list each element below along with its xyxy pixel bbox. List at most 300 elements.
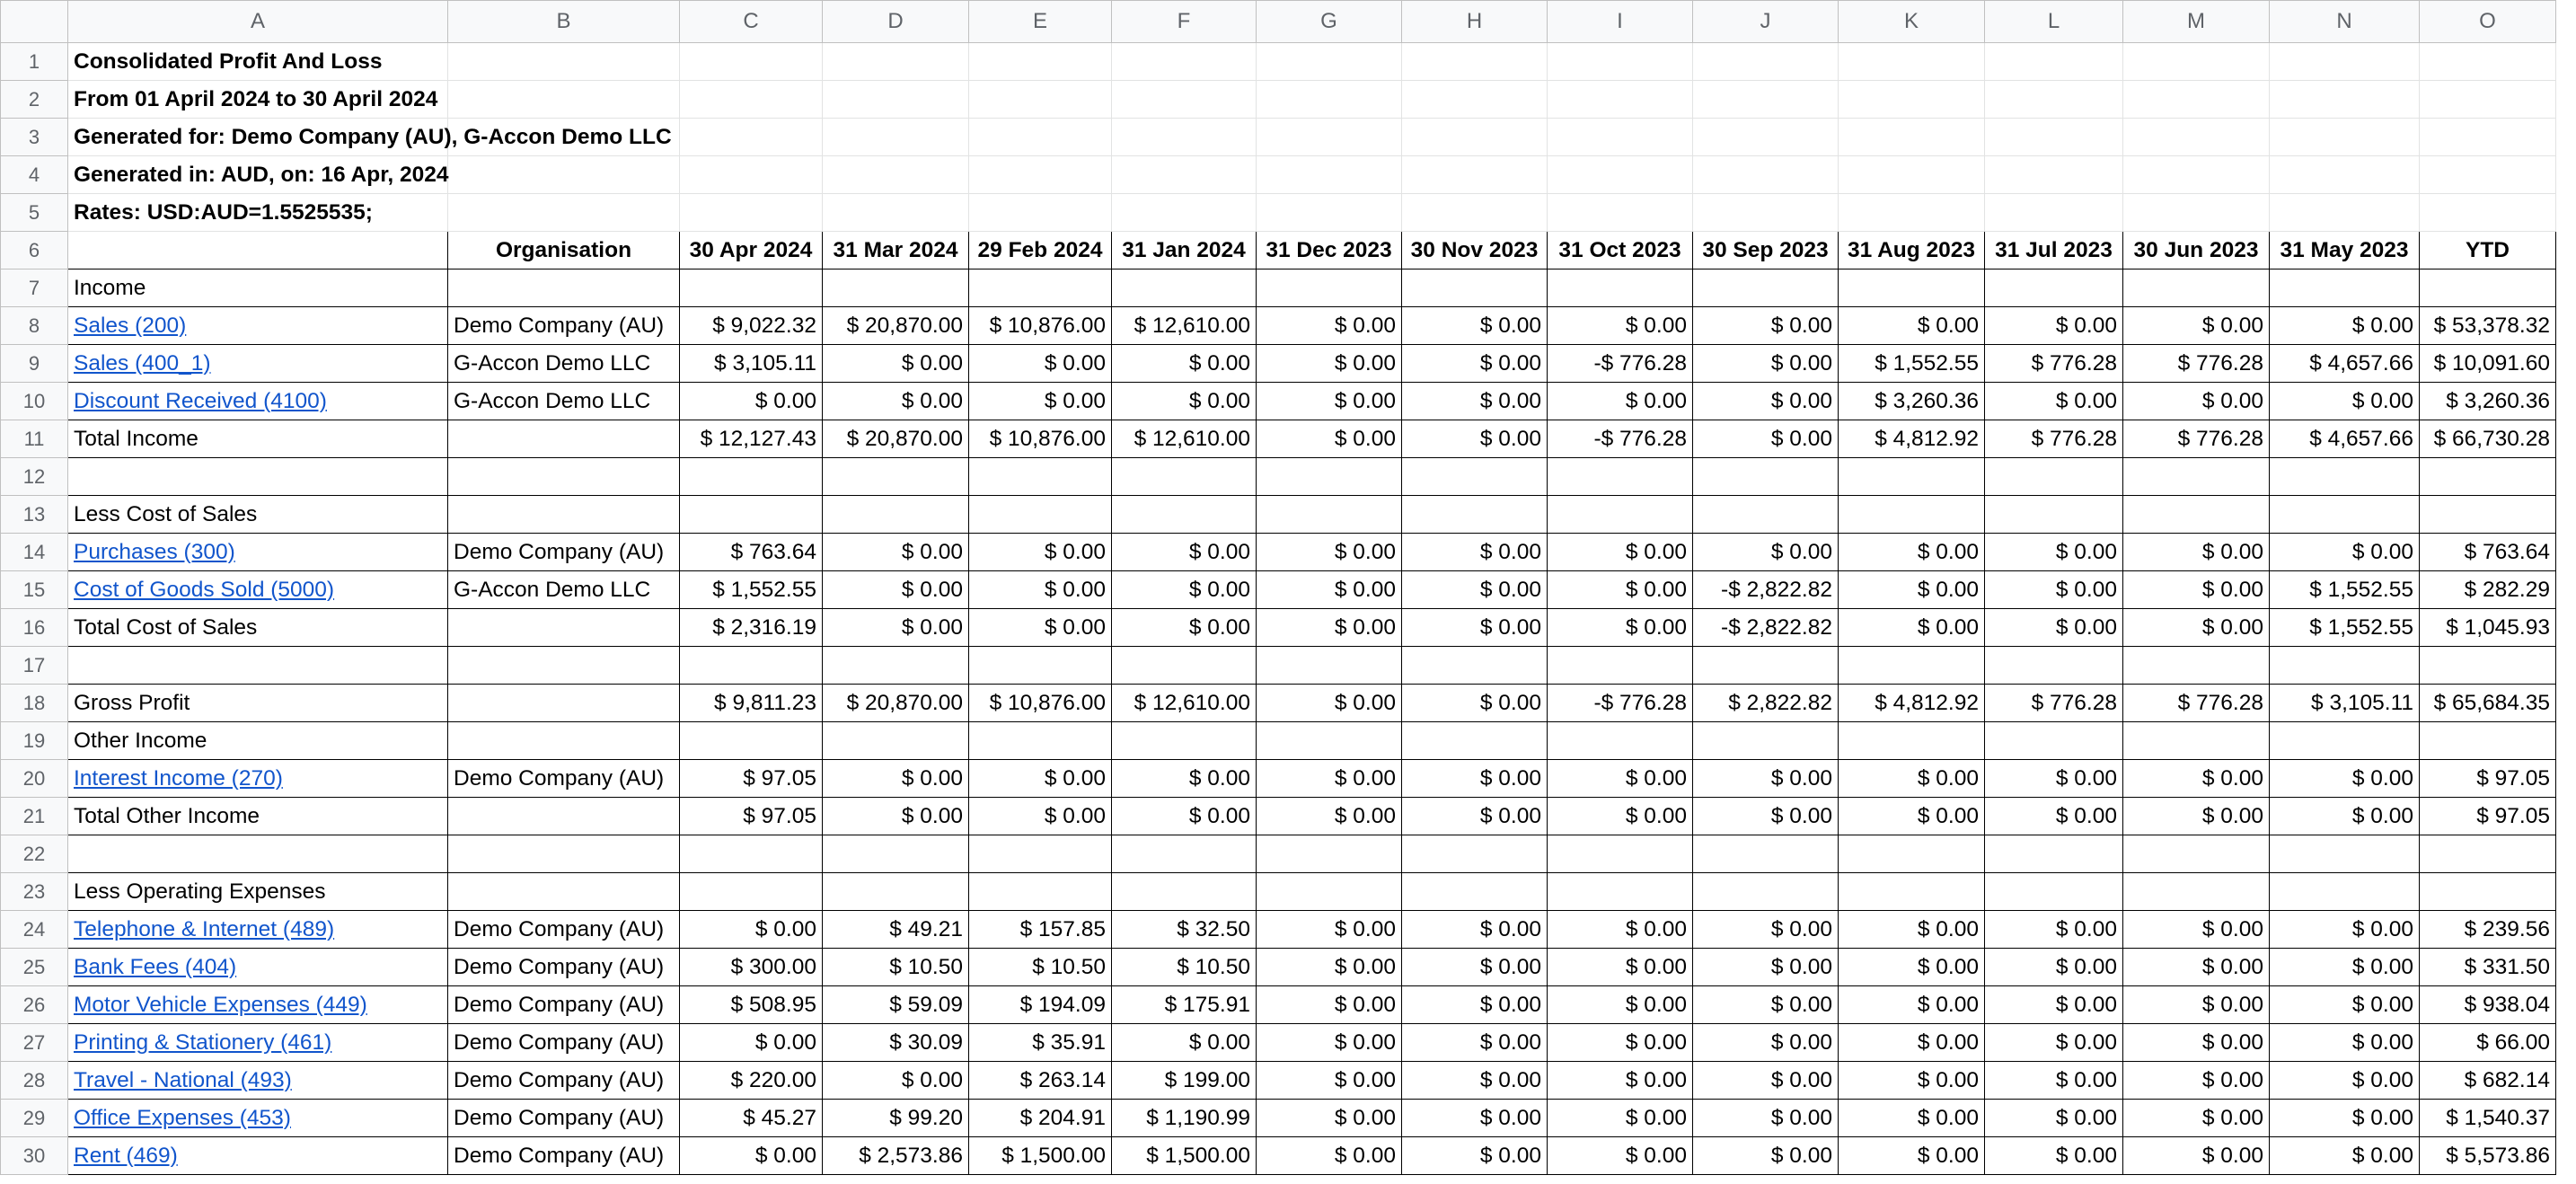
cell-o17[interactable] — [2420, 647, 2556, 685]
cell-m3[interactable] — [2123, 119, 2270, 156]
cell-f12[interactable] — [1112, 458, 1257, 496]
cell-c10[interactable]: $ 0.00 — [680, 383, 823, 420]
cell-h30[interactable]: $ 0.00 — [1402, 1137, 1548, 1175]
cell-m8[interactable]: $ 0.00 — [2123, 307, 2270, 345]
cell-c2[interactable] — [680, 81, 823, 119]
row-header-7[interactable]: 7 — [1, 269, 68, 307]
cell-o19[interactable] — [2420, 722, 2556, 760]
cell-m9[interactable]: $ 776.28 — [2123, 345, 2270, 383]
cell-c28[interactable]: $ 220.00 — [680, 1062, 823, 1100]
cell-e15[interactable]: $ 0.00 — [969, 571, 1112, 609]
cell-i1[interactable] — [1548, 43, 1693, 81]
cell-a11[interactable]: Total Income — [68, 420, 448, 458]
cell-j25[interactable]: $ 0.00 — [1693, 949, 1839, 986]
cell-h19[interactable] — [1402, 722, 1548, 760]
row-header-23[interactable]: 23 — [1, 873, 68, 911]
cell-m4[interactable] — [2123, 156, 2270, 194]
cell-j15[interactable]: -$ 2,822.82 — [1693, 571, 1839, 609]
cell-l15[interactable]: $ 0.00 — [1985, 571, 2123, 609]
cell-j13[interactable] — [1693, 496, 1839, 534]
cell-k11[interactable]: $ 4,812.92 — [1839, 420, 1985, 458]
cell-o22[interactable] — [2420, 835, 2556, 873]
cell-k2[interactable] — [1839, 81, 1985, 119]
column-header-a[interactable]: A — [68, 1, 448, 43]
column-header-j[interactable]: J — [1693, 1, 1839, 43]
cell-g24[interactable]: $ 0.00 — [1257, 911, 1402, 949]
cell-h21[interactable]: $ 0.00 — [1402, 798, 1548, 835]
cell-n26[interactable]: $ 0.00 — [2270, 986, 2420, 1024]
column-header-h[interactable]: H — [1402, 1, 1548, 43]
cell-e30[interactable]: $ 1,500.00 — [969, 1137, 1112, 1175]
cell-f2[interactable] — [1112, 81, 1257, 119]
cell-b10[interactable]: G-Accon Demo LLC — [448, 383, 680, 420]
cell-e9[interactable]: $ 0.00 — [969, 345, 1112, 383]
cell-f20[interactable]: $ 0.00 — [1112, 760, 1257, 798]
cell-h17[interactable] — [1402, 647, 1548, 685]
cell-d25[interactable]: $ 10.50 — [823, 949, 969, 986]
cell-o12[interactable] — [2420, 458, 2556, 496]
cell-d22[interactable] — [823, 835, 969, 873]
cell-d21[interactable]: $ 0.00 — [823, 798, 969, 835]
row-header-25[interactable]: 25 — [1, 949, 68, 986]
row-header-28[interactable]: 28 — [1, 1062, 68, 1100]
cell-f5[interactable] — [1112, 194, 1257, 232]
cell-n11[interactable]: $ 4,657.66 — [2270, 420, 2420, 458]
cell-l14[interactable]: $ 0.00 — [1985, 534, 2123, 571]
cell-a4[interactable]: Generated in: AUD, on: 16 Apr, 2024 — [68, 156, 448, 194]
cell-c9[interactable]: $ 3,105.11 — [680, 345, 823, 383]
cell-f9[interactable]: $ 0.00 — [1112, 345, 1257, 383]
cell-g19[interactable] — [1257, 722, 1402, 760]
cell-d17[interactable] — [823, 647, 969, 685]
account-link-travel-national-493[interactable]: Travel - National (493) — [68, 1062, 448, 1100]
cell-i26[interactable]: $ 0.00 — [1548, 986, 1693, 1024]
cell-b6[interactable]: Organisation — [448, 232, 680, 269]
cell-m14[interactable]: $ 0.00 — [2123, 534, 2270, 571]
cell-n27[interactable]: $ 0.00 — [2270, 1024, 2420, 1062]
cell-i7[interactable] — [1548, 269, 1693, 307]
cell-l27[interactable]: $ 0.00 — [1985, 1024, 2123, 1062]
cell-o2[interactable] — [2420, 81, 2556, 119]
cell-g29[interactable]: $ 0.00 — [1257, 1100, 1402, 1137]
row-header-10[interactable]: 10 — [1, 383, 68, 420]
cell-f24[interactable]: $ 32.50 — [1112, 911, 1257, 949]
cell-a16[interactable]: Total Cost of Sales — [68, 609, 448, 647]
cell-n19[interactable] — [2270, 722, 2420, 760]
cell-g4[interactable] — [1257, 156, 1402, 194]
cell-d13[interactable] — [823, 496, 969, 534]
cell-e12[interactable] — [969, 458, 1112, 496]
account-link-discount-received-4100[interactable]: Discount Received (4100) — [68, 383, 448, 420]
cell-e8[interactable]: $ 10,876.00 — [969, 307, 1112, 345]
column-header-f[interactable]: F — [1112, 1, 1257, 43]
cell-f15[interactable]: $ 0.00 — [1112, 571, 1257, 609]
cell-c17[interactable] — [680, 647, 823, 685]
cell-k5[interactable] — [1839, 194, 1985, 232]
cell-l28[interactable]: $ 0.00 — [1985, 1062, 2123, 1100]
cell-m27[interactable]: $ 0.00 — [2123, 1024, 2270, 1062]
cell-o3[interactable] — [2420, 119, 2556, 156]
cell-b28[interactable]: Demo Company (AU) — [448, 1062, 680, 1100]
cell-g25[interactable]: $ 0.00 — [1257, 949, 1402, 986]
cell-k12[interactable] — [1839, 458, 1985, 496]
cell-n14[interactable]: $ 0.00 — [2270, 534, 2420, 571]
cell-f8[interactable]: $ 12,610.00 — [1112, 307, 1257, 345]
cell-l20[interactable]: $ 0.00 — [1985, 760, 2123, 798]
account-link-sales-400-1[interactable]: Sales (400_1) — [68, 345, 448, 383]
cell-g3[interactable] — [1257, 119, 1402, 156]
cell-i21[interactable]: $ 0.00 — [1548, 798, 1693, 835]
cell-n3[interactable] — [2270, 119, 2420, 156]
cell-o9[interactable]: $ 10,091.60 — [2420, 345, 2556, 383]
cell-d29[interactable]: $ 99.20 — [823, 1100, 969, 1137]
cell-n23[interactable] — [2270, 873, 2420, 911]
cell-a1[interactable]: Consolidated Profit And Loss — [68, 43, 448, 81]
cell-n6[interactable]: 31 May 2023 — [2270, 232, 2420, 269]
column-header-i[interactable]: I — [1548, 1, 1693, 43]
cell-b21[interactable] — [448, 798, 680, 835]
cell-a23[interactable]: Less Operating Expenses — [68, 873, 448, 911]
cell-o11[interactable]: $ 66,730.28 — [2420, 420, 2556, 458]
cell-f30[interactable]: $ 1,500.00 — [1112, 1137, 1257, 1175]
cell-d9[interactable]: $ 0.00 — [823, 345, 969, 383]
cell-g9[interactable]: $ 0.00 — [1257, 345, 1402, 383]
row-header-26[interactable]: 26 — [1, 986, 68, 1024]
row-header-16[interactable]: 16 — [1, 609, 68, 647]
cell-n13[interactable] — [2270, 496, 2420, 534]
cell-g18[interactable]: $ 0.00 — [1257, 685, 1402, 722]
cell-h25[interactable]: $ 0.00 — [1402, 949, 1548, 986]
account-link-motor-vehicle-expenses-449[interactable]: Motor Vehicle Expenses (449) — [68, 986, 448, 1024]
cell-m11[interactable]: $ 776.28 — [2123, 420, 2270, 458]
cell-n16[interactable]: $ 1,552.55 — [2270, 609, 2420, 647]
cell-c21[interactable]: $ 97.05 — [680, 798, 823, 835]
cell-d12[interactable] — [823, 458, 969, 496]
cell-i6[interactable]: 31 Oct 2023 — [1548, 232, 1693, 269]
cell-k19[interactable] — [1839, 722, 1985, 760]
cell-k17[interactable] — [1839, 647, 1985, 685]
cell-i19[interactable] — [1548, 722, 1693, 760]
cell-i18[interactable]: -$ 776.28 — [1548, 685, 1693, 722]
cell-d10[interactable]: $ 0.00 — [823, 383, 969, 420]
cell-m10[interactable]: $ 0.00 — [2123, 383, 2270, 420]
cell-g17[interactable] — [1257, 647, 1402, 685]
cell-l25[interactable]: $ 0.00 — [1985, 949, 2123, 986]
cell-g6[interactable]: 31 Dec 2023 — [1257, 232, 1402, 269]
cell-o13[interactable] — [2420, 496, 2556, 534]
cell-a18[interactable]: Gross Profit — [68, 685, 448, 722]
cell-b19[interactable] — [448, 722, 680, 760]
cell-b1[interactable] — [448, 43, 680, 81]
cell-c19[interactable] — [680, 722, 823, 760]
column-header-n[interactable]: N — [2270, 1, 2420, 43]
cell-f21[interactable]: $ 0.00 — [1112, 798, 1257, 835]
cell-k1[interactable] — [1839, 43, 1985, 81]
cell-a22[interactable] — [68, 835, 448, 873]
cell-h16[interactable]: $ 0.00 — [1402, 609, 1548, 647]
row-header-19[interactable]: 19 — [1, 722, 68, 760]
cell-l19[interactable] — [1985, 722, 2123, 760]
column-header-e[interactable]: E — [969, 1, 1112, 43]
cell-k8[interactable]: $ 0.00 — [1839, 307, 1985, 345]
cell-h12[interactable] — [1402, 458, 1548, 496]
cell-i22[interactable] — [1548, 835, 1693, 873]
account-link-cost-of-goods-sold-5000[interactable]: Cost of Goods Sold (5000) — [68, 571, 448, 609]
row-header-17[interactable]: 17 — [1, 647, 68, 685]
cell-o27[interactable]: $ 66.00 — [2420, 1024, 2556, 1062]
cell-f11[interactable]: $ 12,610.00 — [1112, 420, 1257, 458]
cell-e22[interactable] — [969, 835, 1112, 873]
cell-b17[interactable] — [448, 647, 680, 685]
cell-d15[interactable]: $ 0.00 — [823, 571, 969, 609]
column-header-o[interactable]: O — [2420, 1, 2556, 43]
cell-a6[interactable] — [68, 232, 448, 269]
cell-j16[interactable]: -$ 2,822.82 — [1693, 609, 1839, 647]
cell-l30[interactable]: $ 0.00 — [1985, 1137, 2123, 1175]
cell-e19[interactable] — [969, 722, 1112, 760]
cell-c20[interactable]: $ 97.05 — [680, 760, 823, 798]
cell-h26[interactable]: $ 0.00 — [1402, 986, 1548, 1024]
cell-n8[interactable]: $ 0.00 — [2270, 307, 2420, 345]
cell-n12[interactable] — [2270, 458, 2420, 496]
cell-h7[interactable] — [1402, 269, 1548, 307]
cell-h10[interactable]: $ 0.00 — [1402, 383, 1548, 420]
cell-e23[interactable] — [969, 873, 1112, 911]
cell-a21[interactable]: Total Other Income — [68, 798, 448, 835]
row-header-3[interactable]: 3 — [1, 119, 68, 156]
cell-n17[interactable] — [2270, 647, 2420, 685]
cell-f13[interactable] — [1112, 496, 1257, 534]
cell-i14[interactable]: $ 0.00 — [1548, 534, 1693, 571]
cell-d8[interactable]: $ 20,870.00 — [823, 307, 969, 345]
cell-n5[interactable] — [2270, 194, 2420, 232]
cell-n25[interactable]: $ 0.00 — [2270, 949, 2420, 986]
cell-c8[interactable]: $ 9,022.32 — [680, 307, 823, 345]
cell-l5[interactable] — [1985, 194, 2123, 232]
cell-d7[interactable] — [823, 269, 969, 307]
cell-j20[interactable]: $ 0.00 — [1693, 760, 1839, 798]
cell-j29[interactable]: $ 0.00 — [1693, 1100, 1839, 1137]
cell-c29[interactable]: $ 45.27 — [680, 1100, 823, 1137]
cell-n10[interactable]: $ 0.00 — [2270, 383, 2420, 420]
cell-b18[interactable] — [448, 685, 680, 722]
cell-d24[interactable]: $ 49.21 — [823, 911, 969, 949]
cell-i4[interactable] — [1548, 156, 1693, 194]
cell-l29[interactable]: $ 0.00 — [1985, 1100, 2123, 1137]
cell-o8[interactable]: $ 53,378.32 — [2420, 307, 2556, 345]
account-link-printing-stationery-461[interactable]: Printing & Stationery (461) — [68, 1024, 448, 1062]
select-all-corner[interactable] — [1, 1, 68, 43]
cell-k13[interactable] — [1839, 496, 1985, 534]
row-header-21[interactable]: 21 — [1, 798, 68, 835]
cell-g30[interactable]: $ 0.00 — [1257, 1137, 1402, 1175]
cell-f27[interactable]: $ 0.00 — [1112, 1024, 1257, 1062]
column-header-d[interactable]: D — [823, 1, 969, 43]
cell-o21[interactable]: $ 97.05 — [2420, 798, 2556, 835]
cell-m15[interactable]: $ 0.00 — [2123, 571, 2270, 609]
cell-m16[interactable]: $ 0.00 — [2123, 609, 2270, 647]
cell-l3[interactable] — [1985, 119, 2123, 156]
cell-k6[interactable]: 31 Aug 2023 — [1839, 232, 1985, 269]
cell-l8[interactable]: $ 0.00 — [1985, 307, 2123, 345]
cell-n30[interactable]: $ 0.00 — [2270, 1137, 2420, 1175]
row-header-6[interactable]: 6 — [1, 232, 68, 269]
cell-l4[interactable] — [1985, 156, 2123, 194]
cell-i23[interactable] — [1548, 873, 1693, 911]
cell-h22[interactable] — [1402, 835, 1548, 873]
cell-j23[interactable] — [1693, 873, 1839, 911]
cell-a17[interactable] — [68, 647, 448, 685]
cell-j22[interactable] — [1693, 835, 1839, 873]
cell-d2[interactable] — [823, 81, 969, 119]
cell-h8[interactable]: $ 0.00 — [1402, 307, 1548, 345]
cell-j19[interactable] — [1693, 722, 1839, 760]
cell-d1[interactable] — [823, 43, 969, 81]
cell-d19[interactable] — [823, 722, 969, 760]
cell-j18[interactable]: $ 2,822.82 — [1693, 685, 1839, 722]
cell-c11[interactable]: $ 12,127.43 — [680, 420, 823, 458]
cell-d30[interactable]: $ 2,573.86 — [823, 1137, 969, 1175]
cell-i11[interactable]: -$ 776.28 — [1548, 420, 1693, 458]
cell-j6[interactable]: 30 Sep 2023 — [1693, 232, 1839, 269]
cell-f18[interactable]: $ 12,610.00 — [1112, 685, 1257, 722]
cell-a19[interactable]: Other Income — [68, 722, 448, 760]
cell-i2[interactable] — [1548, 81, 1693, 119]
cell-c7[interactable] — [680, 269, 823, 307]
cell-e3[interactable] — [969, 119, 1112, 156]
cell-l17[interactable] — [1985, 647, 2123, 685]
cell-h23[interactable] — [1402, 873, 1548, 911]
cell-b12[interactable] — [448, 458, 680, 496]
cell-c24[interactable]: $ 0.00 — [680, 911, 823, 949]
cell-l13[interactable] — [1985, 496, 2123, 534]
cell-j3[interactable] — [1693, 119, 1839, 156]
cell-i10[interactable]: $ 0.00 — [1548, 383, 1693, 420]
row-header-15[interactable]: 15 — [1, 571, 68, 609]
cell-c23[interactable] — [680, 873, 823, 911]
cell-l6[interactable]: 31 Jul 2023 — [1985, 232, 2123, 269]
cell-m26[interactable]: $ 0.00 — [2123, 986, 2270, 1024]
cell-l12[interactable] — [1985, 458, 2123, 496]
cell-g20[interactable]: $ 0.00 — [1257, 760, 1402, 798]
cell-b14[interactable]: Demo Company (AU) — [448, 534, 680, 571]
cell-k16[interactable]: $ 0.00 — [1839, 609, 1985, 647]
cell-d27[interactable]: $ 30.09 — [823, 1024, 969, 1062]
cell-e20[interactable]: $ 0.00 — [969, 760, 1112, 798]
row-header-8[interactable]: 8 — [1, 307, 68, 345]
cell-d6[interactable]: 31 Mar 2024 — [823, 232, 969, 269]
cell-i9[interactable]: -$ 776.28 — [1548, 345, 1693, 383]
cell-o6[interactable]: YTD — [2420, 232, 2556, 269]
cell-k30[interactable]: $ 0.00 — [1839, 1137, 1985, 1175]
cell-e28[interactable]: $ 263.14 — [969, 1062, 1112, 1100]
cell-o15[interactable]: $ 282.29 — [2420, 571, 2556, 609]
cell-n21[interactable]: $ 0.00 — [2270, 798, 2420, 835]
cell-k29[interactable]: $ 0.00 — [1839, 1100, 1985, 1137]
cell-m1[interactable] — [2123, 43, 2270, 81]
cell-l22[interactable] — [1985, 835, 2123, 873]
cell-o30[interactable]: $ 5,573.86 — [2420, 1137, 2556, 1175]
cell-e10[interactable]: $ 0.00 — [969, 383, 1112, 420]
row-header-24[interactable]: 24 — [1, 911, 68, 949]
cell-g8[interactable]: $ 0.00 — [1257, 307, 1402, 345]
cell-m29[interactable]: $ 0.00 — [2123, 1100, 2270, 1137]
cell-h24[interactable]: $ 0.00 — [1402, 911, 1548, 949]
cell-b8[interactable]: Demo Company (AU) — [448, 307, 680, 345]
cell-i24[interactable]: $ 0.00 — [1548, 911, 1693, 949]
cell-i8[interactable]: $ 0.00 — [1548, 307, 1693, 345]
cell-a13[interactable]: Less Cost of Sales — [68, 496, 448, 534]
cell-n28[interactable]: $ 0.00 — [2270, 1062, 2420, 1100]
cell-h28[interactable]: $ 0.00 — [1402, 1062, 1548, 1100]
cell-l10[interactable]: $ 0.00 — [1985, 383, 2123, 420]
cell-l11[interactable]: $ 776.28 — [1985, 420, 2123, 458]
cell-f16[interactable]: $ 0.00 — [1112, 609, 1257, 647]
row-header-20[interactable]: 20 — [1, 760, 68, 798]
cell-e16[interactable]: $ 0.00 — [969, 609, 1112, 647]
account-link-sales-200[interactable]: Sales (200) — [68, 307, 448, 345]
cell-c15[interactable]: $ 1,552.55 — [680, 571, 823, 609]
cell-b24[interactable]: Demo Company (AU) — [448, 911, 680, 949]
cell-e27[interactable]: $ 35.91 — [969, 1024, 1112, 1062]
cell-j2[interactable] — [1693, 81, 1839, 119]
column-header-b[interactable]: B — [448, 1, 680, 43]
cell-h29[interactable]: $ 0.00 — [1402, 1100, 1548, 1137]
cell-j24[interactable]: $ 0.00 — [1693, 911, 1839, 949]
cell-c22[interactable] — [680, 835, 823, 873]
cell-b23[interactable] — [448, 873, 680, 911]
cell-h9[interactable]: $ 0.00 — [1402, 345, 1548, 383]
cell-o25[interactable]: $ 331.50 — [2420, 949, 2556, 986]
cell-f26[interactable]: $ 175.91 — [1112, 986, 1257, 1024]
cell-e18[interactable]: $ 10,876.00 — [969, 685, 1112, 722]
cell-j8[interactable]: $ 0.00 — [1693, 307, 1839, 345]
row-header-11[interactable]: 11 — [1, 420, 68, 458]
cell-i28[interactable]: $ 0.00 — [1548, 1062, 1693, 1100]
cell-d14[interactable]: $ 0.00 — [823, 534, 969, 571]
cell-g16[interactable]: $ 0.00 — [1257, 609, 1402, 647]
cell-g21[interactable]: $ 0.00 — [1257, 798, 1402, 835]
cell-e25[interactable]: $ 10.50 — [969, 949, 1112, 986]
row-header-29[interactable]: 29 — [1, 1100, 68, 1137]
cell-k9[interactable]: $ 1,552.55 — [1839, 345, 1985, 383]
cell-b5[interactable] — [448, 194, 680, 232]
cell-o5[interactable] — [2420, 194, 2556, 232]
cell-e11[interactable]: $ 10,876.00 — [969, 420, 1112, 458]
cell-n15[interactable]: $ 1,552.55 — [2270, 571, 2420, 609]
cell-j14[interactable]: $ 0.00 — [1693, 534, 1839, 571]
cell-m18[interactable]: $ 776.28 — [2123, 685, 2270, 722]
cell-m17[interactable] — [2123, 647, 2270, 685]
cell-k14[interactable]: $ 0.00 — [1839, 534, 1985, 571]
cell-g10[interactable]: $ 0.00 — [1257, 383, 1402, 420]
cell-f28[interactable]: $ 199.00 — [1112, 1062, 1257, 1100]
cell-b13[interactable] — [448, 496, 680, 534]
row-header-5[interactable]: 5 — [1, 194, 68, 232]
cell-h20[interactable]: $ 0.00 — [1402, 760, 1548, 798]
cell-d18[interactable]: $ 20,870.00 — [823, 685, 969, 722]
cell-g28[interactable]: $ 0.00 — [1257, 1062, 1402, 1100]
cell-k24[interactable]: $ 0.00 — [1839, 911, 1985, 949]
cell-a12[interactable] — [68, 458, 448, 496]
cell-m23[interactable] — [2123, 873, 2270, 911]
cell-h3[interactable] — [1402, 119, 1548, 156]
cell-d4[interactable] — [823, 156, 969, 194]
cell-f19[interactable] — [1112, 722, 1257, 760]
column-header-g[interactable]: G — [1257, 1, 1402, 43]
column-header-m[interactable]: M — [2123, 1, 2270, 43]
cell-h1[interactable] — [1402, 43, 1548, 81]
